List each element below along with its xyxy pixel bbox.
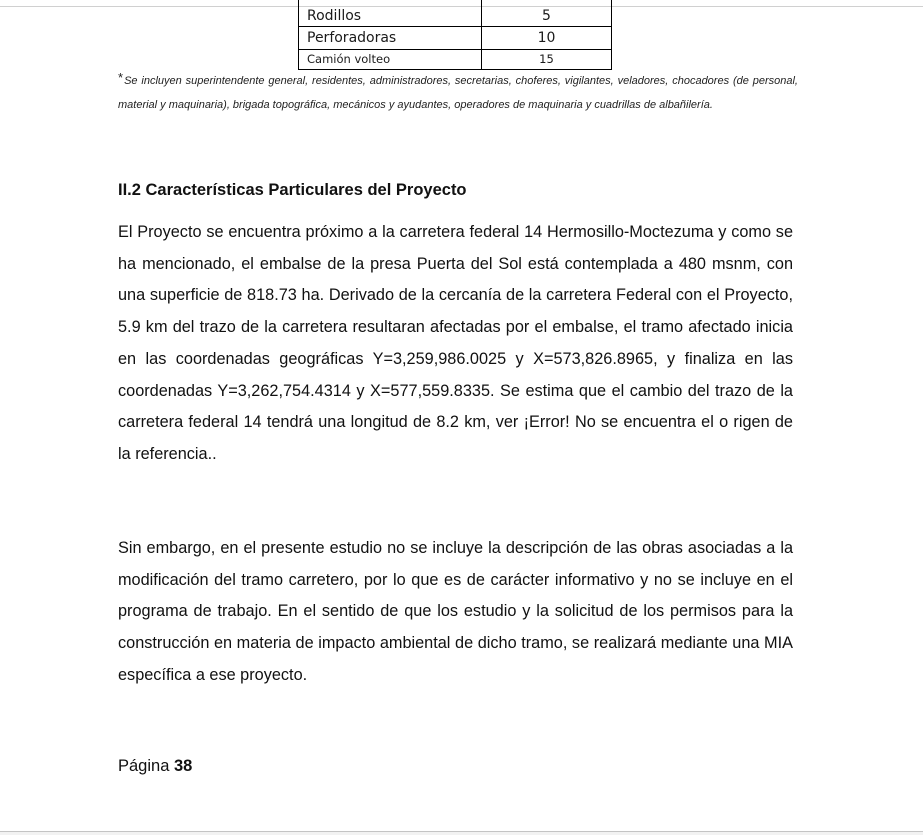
table-cell-qty: 15	[482, 50, 612, 70]
table-cell-name: Perforadoras	[299, 27, 482, 50]
table-footnote	[118, 66, 798, 117]
table-cell-qty: 5	[482, 0, 612, 27]
footnote-text: Se incluyen superintendente general, residentes, administradores, secretarias, choferes, vigilantes, veladores, chocadores (de personal, material y maquinaria), brigada topográfica, mecánicos y ayudantes, operadores de maquinaria y cuadrillas de albañilería.	[118, 75, 798, 111]
page-number-value: 38	[173, 757, 193, 775]
table-row	[299, 0, 612, 27]
table-row	[299, 27, 612, 50]
equipment-table	[298, 0, 612, 70]
table-cell-qty: 10	[482, 27, 612, 50]
footnote-marker: *	[118, 70, 124, 85]
page-number	[118, 757, 192, 776]
table-cell-name: Camión volteo	[299, 50, 482, 70]
table-cell-name: Rodillos	[299, 0, 482, 27]
paragraph: El Proyecto se encuentra próximo a la carretera federal 14 Hermosillo-Moctezuma y como se ha mencionado, el embalse de la presa Puerta del Sol está contemplada a 480 msnm, con una superficie de 818.73 ha. Derivado de la cercanía de la carretera Federal con el Proyecto, 5.9 km del trazo de la carretera resultaran afectadas por el embalse, el tramo afectado inicia en las coordenadas geográficas Y=3,259,986.0025 y X=573,826.8965, y finaliza en las coordenadas Y=3,262,754.4314 y X=577,559.8335. Se estima que el cambio del trazo de la carretera federal 14 tendrá una longitud de 8.2 km, ver ¡Error! No se encuentra el o rigen de la referencia..	[118, 223, 793, 463]
section-heading: II.2 Características Particulares del Proyecto	[118, 181, 467, 199]
paragraph: Sin embargo, en el presente estudio no se incluye la descripción de las obras asociadas a la modificación del tramo carretero, por lo que es de carácter informativo y no se incluye en el programa de trabajo. En el sentido de que los estudio y la solicitud de los permisos para la construcción en materia de impacto ambiental de dicho tramo, se realizará mediante una MIA específica a ese proyecto.	[118, 539, 793, 684]
page-label: Página	[118, 757, 170, 775]
